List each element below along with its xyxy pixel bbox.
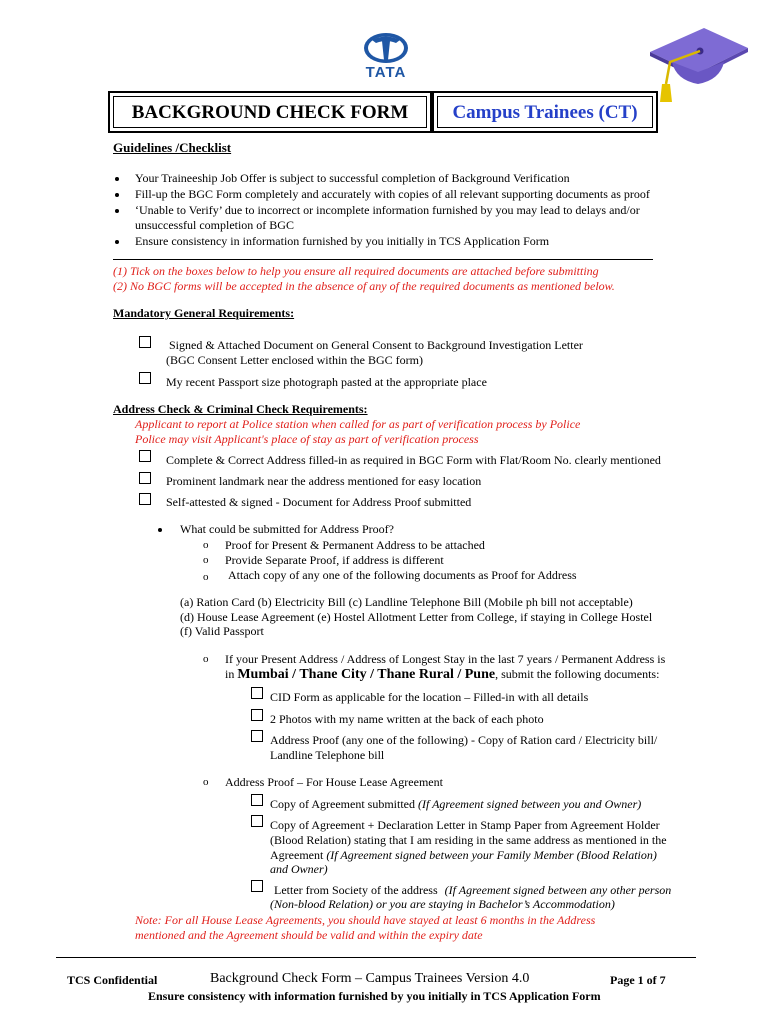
- bullet-icon: [115, 177, 119, 181]
- bullet-icon: [115, 193, 119, 197]
- campus-trainees-box: [432, 91, 658, 133]
- society-letter-label: [274, 883, 671, 898]
- divider: [113, 259, 653, 260]
- consent-letter-checkbox[interactable]: [139, 336, 151, 348]
- declaration-letter-label-4: and Owner): [270, 862, 328, 876]
- consent-letter-sublabel: (BGC Consent Letter enclosed within the BGC form): [166, 353, 423, 367]
- society-letter-note: (If Agreement signed between any other person: [444, 883, 672, 897]
- circle-bullet-icon: o: [203, 776, 209, 788]
- bullet-icon: [115, 240, 119, 244]
- city-address-proof-checkbox[interactable]: [251, 730, 263, 742]
- cities-intro: If your Present Address / Address of Longest Stay in the last 7 years / Permanent Address is: [225, 652, 666, 666]
- city-address-proof-label: Address Proof (any one of the following) - Copy of Ration card / Electricity bill/: [270, 733, 658, 747]
- campus-trainees-title: Campus Trainees (CT): [452, 102, 638, 123]
- form-title-box: [108, 91, 432, 133]
- footer-consistency-note: Ensure consistency with information furnished by you initially in TCS Application Form: [148, 989, 601, 1003]
- declaration-letter-label-3: [270, 848, 657, 863]
- circle-bullet-icon: o: [203, 653, 209, 665]
- footer-page-number: Page 1 of 7: [610, 973, 666, 987]
- cid-form-label: CID Form as applicable for the location – Filled-in with all details: [270, 690, 589, 704]
- proof-sub-item: Provide Separate Proof, if address is different: [225, 553, 444, 567]
- photo-checkbox[interactable]: [139, 372, 151, 384]
- documents-line: (f) Valid Passport: [180, 624, 264, 638]
- bullet-icon: [115, 209, 119, 213]
- guideline-item: Ensure consistency in information furnished by you initially in TCS Application Form: [135, 234, 550, 248]
- photos-label: 2 Photos with my name written at the back of each photo: [270, 712, 544, 726]
- complete-address-label: Complete & Correct Address filled-in as required in BGC Form with Flat/Room No. clearly mentioned: [166, 453, 661, 467]
- mandatory-heading: Mandatory General Requirements:: [113, 306, 295, 320]
- documents-line: (a) Ration Card (b) Electricity Bill (c) Landline Telephone Bill (Mobile ph bill not acceptable): [180, 595, 633, 609]
- cities-line: [225, 667, 659, 682]
- graduation-cap-icon: [642, 22, 752, 112]
- cities-in: in: [225, 667, 235, 681]
- guideline-item: Your Traineeship Job Offer is subject to successful completion of Background Verification: [135, 171, 570, 185]
- guidelines-heading: Guidelines /Checklist: [113, 140, 232, 155]
- address-proof-label: Self-attested & signed - Document for Address Proof submitted: [166, 495, 472, 509]
- agreement-copy-note: (If Agreement signed between you and Owner): [417, 797, 642, 811]
- photos-checkbox[interactable]: [251, 709, 263, 721]
- note-tick-boxes: (1) Tick on the boxes below to help you ensure all required documents are attached before submitting: [113, 264, 599, 278]
- police-note-1: Applicant to report at Police station when called for as part of verification process by Police: [135, 417, 581, 431]
- society-letter-checkbox[interactable]: [251, 880, 263, 892]
- lease-final-note-2: mentioned and the Agreement should be valid and within the expiry date: [135, 928, 483, 942]
- bullet-icon: [158, 528, 162, 532]
- tata-logo: [360, 30, 412, 82]
- agreement-copy-checkbox[interactable]: [251, 794, 263, 806]
- guideline-item-continued: unsuccessful completion of BGC: [135, 218, 294, 232]
- proof-sub-item: Attach copy of any one of the following documents as Proof for Address: [228, 568, 577, 582]
- declaration-agreement-word: Agreement: [270, 848, 324, 862]
- complete-address-checkbox[interactable]: [139, 450, 151, 462]
- proof-sub-item: Proof for Present & Permanent Address to be attached: [225, 538, 485, 552]
- landmark-label: Prominent landmark near the address mentioned for easy location: [166, 474, 482, 488]
- footer-title: Background Check Form – Campus Trainees Version 4.0: [210, 971, 530, 986]
- declaration-letter-label: Copy of Agreement + Declaration Letter in Stamp Paper from Agreement Holder: [270, 818, 660, 832]
- cities-names: Mumbai / Thane City / Thane Rural / Pune: [237, 667, 496, 682]
- cities-tail: , submit the following documents:: [495, 667, 660, 681]
- agreement-copy-label: [270, 797, 641, 812]
- cid-form-checkbox[interactable]: [251, 687, 263, 699]
- police-note-2: Police may visit Applicant's place of stay as part of verification process: [135, 432, 479, 446]
- city-address-proof-label-continued: Landline Telephone bill: [270, 748, 385, 762]
- address-heading: Address Check & Criminal Check Requirements:: [113, 402, 368, 416]
- circle-bullet-icon: o: [203, 554, 209, 566]
- declaration-note: (If Agreement signed between your Family Member (Blood Relation): [326, 848, 657, 862]
- declaration-letter-checkbox[interactable]: [251, 815, 263, 827]
- guideline-item: ‘Unable to Verify’ due to incorrect or incomplete information furnished by you may lead to delays and/or: [135, 203, 640, 217]
- footer-divider: [56, 957, 696, 958]
- note-no-forms: (2) No BGC forms will be accepted in the absence of any of the required documents as mentioned below.: [113, 279, 615, 293]
- address-proof-question: What could be submitted for Address Proof?: [180, 522, 394, 536]
- form-title: BACKGROUND CHECK FORM: [131, 102, 409, 123]
- lease-final-note-1: Note: For all House Lease Agreements, you should have stayed at least 6 months in the Address: [135, 913, 596, 927]
- guideline-item: Fill-up the BGC Form completely and accurately with copies of all relevant supporting documents as proof: [135, 187, 650, 201]
- society-letter-text: Letter from Society of the address: [274, 883, 438, 897]
- circle-bullet-icon: o: [203, 571, 209, 583]
- address-proof-checkbox[interactable]: [139, 493, 151, 505]
- declaration-letter-label-2: (Blood Relation) stating that I am residing in the same address as mentioned in the: [270, 833, 667, 847]
- footer-confidential: TCS Confidential: [67, 973, 158, 987]
- tata-logo-icon: [360, 30, 412, 66]
- consent-letter-label: Signed & Attached Document on General Consent to Background Investigation Letter: [169, 338, 583, 352]
- lease-heading: Address Proof – For House Lease Agreement: [225, 775, 443, 789]
- photo-label: My recent Passport size photograph pasted at the appropriate place: [166, 375, 487, 389]
- tata-logo-text: TATA: [365, 64, 407, 81]
- agreement-copy-text: Copy of Agreement submitted: [270, 797, 415, 811]
- society-letter-note-2: (Non-blood Relation) or you are staying in Bachelor’s Accommodation): [270, 897, 615, 911]
- documents-line: (d) House Lease Agreement (e) Hostel Allotment Letter from College, if staying in College Hostel: [180, 610, 653, 624]
- landmark-checkbox[interactable]: [139, 472, 151, 484]
- circle-bullet-icon: o: [203, 539, 209, 551]
